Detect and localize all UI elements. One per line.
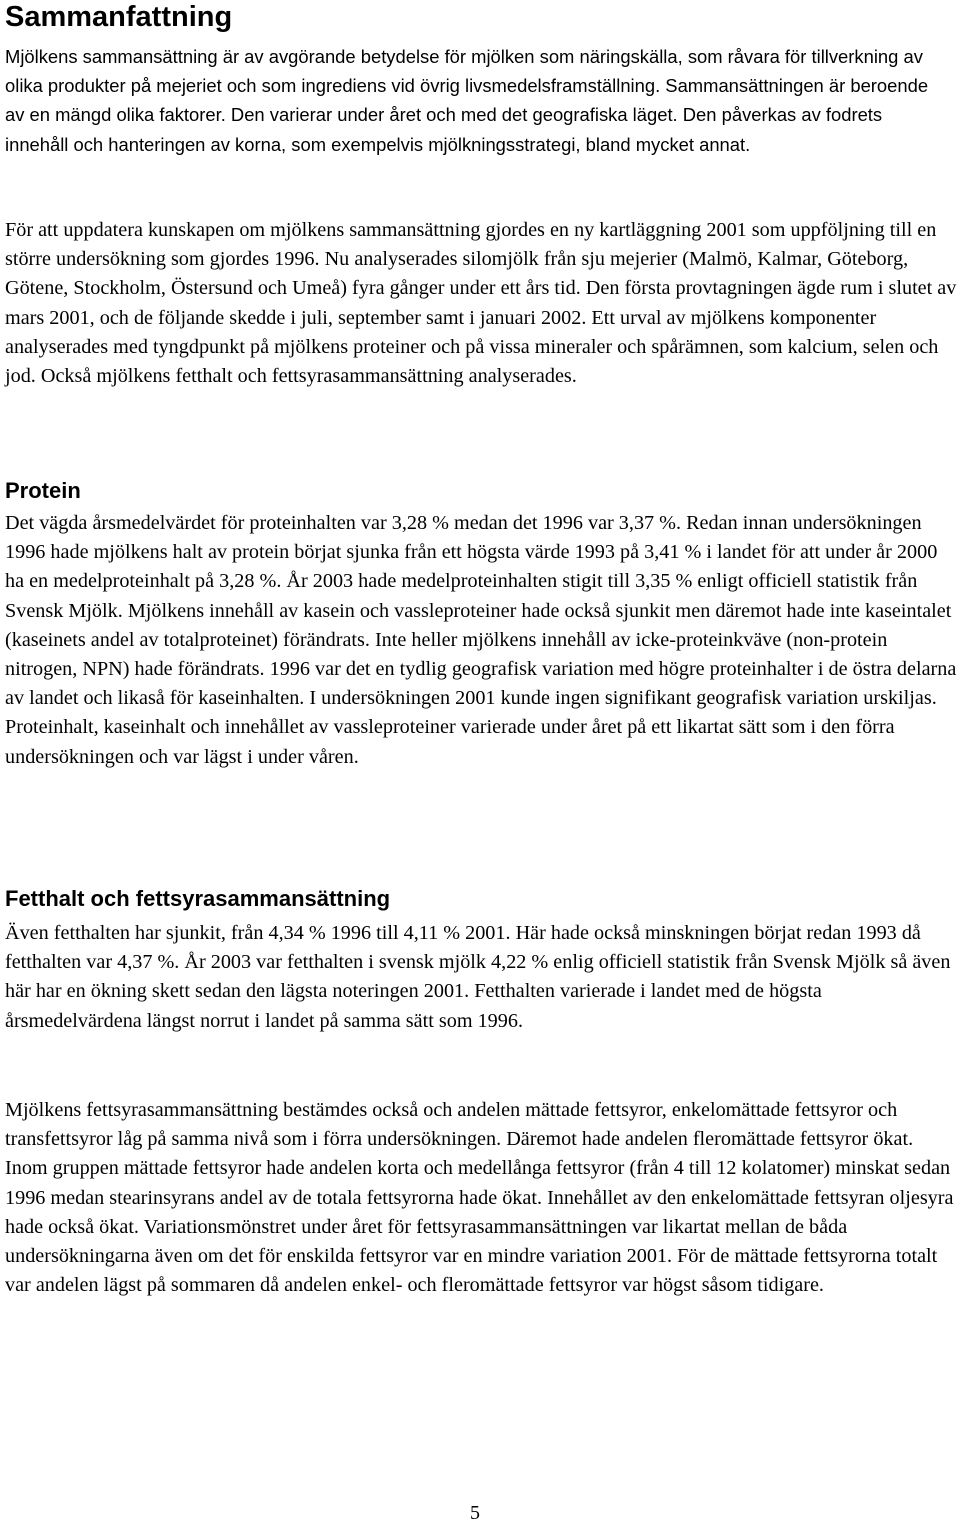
fat-paragraph-2: Mjölkens fettsyrasammansättning bestämdes också och andelen mättade fettsyror, enkelomättade fettsyror och transfettsyror låg på samma nivå som i förra undersökningen. Däremot hade andelen fleromättade fettsyror ökat. Inom gruppen mättade fettsyror hade andelen korta och medellånga fettsyror (från 4 till 12 kolatomer) minskat sedan 1996 medan stearinsyrans andel av de totala fettsyrorna hade ökat. Innehållet av den enkelomättade fettsyran oljesyra hade också ökat. Variationsmönstret under året för fettsyrasammansättningen var likartat mellan de båda undersökningarna även om det för enskilda fettsyror var en mindre variation 2001. För de mättade fettsyrorna totalt var andelen lägst på sommaren då andelen enkel- och fleromättade fettsyror var högst såsom tidigare.	[5, 1099, 954, 1297]
page-number: 5	[470, 1502, 480, 1524]
fat-heading: Fetthalt och fettsyrasammansättning	[5, 886, 391, 911]
page-title: Sammanfattning	[5, 1, 233, 33]
protein-paragraph: Det vägda årsmedelvärdet för proteinhalten var 3,28 % medan det 1996 var 3,37 %. Redan innan undersökningen 1996 hade mjölkens halt av protein börjat sjunka från ett högsta värde 1993 på 3,41 % i landet för att under år 2000 ha en medelproteinhalt på 3,28 %. År 2003 hade medelproteinhalten stigit till 3,35 % enligt officiell statistik från Svensk Mjölk. Mjölkens innehåll av kasein och vassleproteiner hade också sjunkit men däremot hade inte kaseintalet (kaseinets andel av totalproteinet) förändrats. Inte heller mjölkens innehåll av icke-proteinkväve (non-protein nitrogen, NPN) hade förändrats. 1996 var det en tydlig geografisk variation med högre proteinhalter i de östra delarna av landet och likaså för kaseinhalten. I undersökningen 2001 kunde ingen signifikant geografisk variation urskiljas. Proteinhalt, kaseinhalt och innehållet av vassleproteiner varierade under året på ett likartat sätt som i den förra undersökningen och var lägst i under våren.	[5, 512, 957, 768]
protein-heading: Protein	[5, 478, 81, 503]
summary-paragraph-2: För att uppdatera kunskapen om mjölkens sammansättning gjordes en ny kartläggning 2001 som uppföljning till en större undersökning som gjordes 1996. Nu analyserades silomjölk från sju mejerier (Malmö, Kalmar, Göteborg, Götene, Stockholm, Östersund och Umeå) fyra gånger under ett års tid. Den första provtagningen ägde rum i slutet av mars 2001, och de följande skedde i juli, september samt i januari 2002. Ett urval av mjölkens komponenter analyserades med tyngdpunkt på mjölkens proteiner och på vissa mineraler och spårämnen, som kalcium, selen och jod. Också mjölkens fetthalt och fettsyrasammansättning analyserades.	[5, 219, 957, 388]
summary-paragraph-1: Mjölkens sammansättning är av avgörande betydelse för mjölken som näringskälla, som råvara för tillverkning av olika produkter på mejeriet och som ingrediens vid övrig livsmedelsframställning. Sammansättningen är beroende av en mängd olika faktorer. Den varierar under året och med det geografiska läget. Den påverkas av fodrets innehåll och hanteringen av korna, som exempelvis mjölkningsstrategi, bland mycket annat.	[5, 46, 929, 155]
fat-paragraph-1: Även fetthalten har sjunkit, från 4,34 % 1996 till 4,11 % 2001. Här hade också minskningen börjat redan 1993 då fetthalten var 4,37 %. År 2003 var fetthalten i svensk mjölk 4,22 % enlig officiell statistik från Svensk Mjölk så även här har en ökning skett sedan den lägsta noteringen 2001. Fetthalten varierade i landet med de högsta årsmedelvärdena längst norrut i landet på samma sätt som 1996.	[5, 922, 951, 1032]
